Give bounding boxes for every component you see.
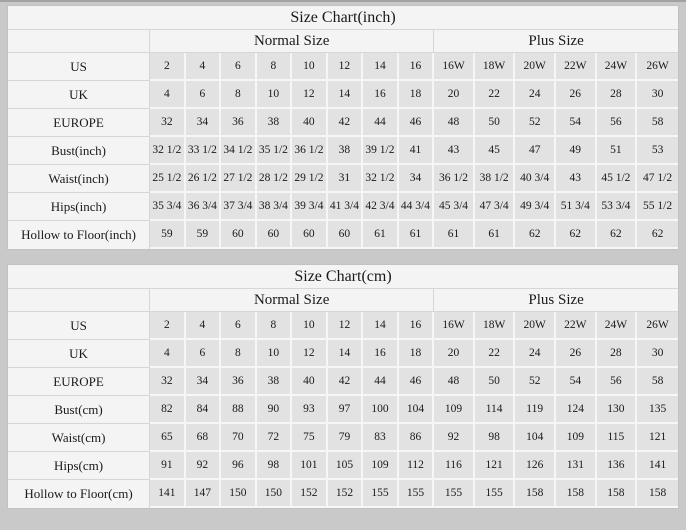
- row-label-cell: Hips(cm): [8, 452, 150, 480]
- size-chart-cm: [7, 264, 679, 509]
- value-cell: 141: [637, 452, 678, 480]
- value-cell: 115: [597, 424, 638, 452]
- value-cell: 86: [399, 424, 435, 452]
- value-cell: 44: [363, 368, 399, 396]
- value-cell: 24: [515, 340, 556, 368]
- value-cell: 24: [515, 81, 556, 109]
- value-cell: 121: [637, 424, 678, 452]
- size-chart-table-inch: [8, 6, 678, 249]
- value-cell: 90: [257, 396, 293, 424]
- value-cell: 37 3/4: [221, 193, 257, 221]
- value-cell: 48: [434, 368, 475, 396]
- value-cell: 35 3/4: [150, 193, 186, 221]
- value-cell: 97: [328, 396, 364, 424]
- value-cell: 131: [556, 452, 597, 480]
- row-label-cell: US: [8, 312, 150, 340]
- value-cell: 60: [292, 221, 328, 249]
- value-cell: 83: [363, 424, 399, 452]
- value-cell: 68: [186, 424, 222, 452]
- row-label-cell: Hips(inch): [8, 193, 150, 221]
- value-cell: 40 3/4: [515, 165, 556, 193]
- value-cell: 10: [257, 340, 293, 368]
- value-cell: 12: [328, 312, 364, 340]
- value-cell: 105: [328, 452, 364, 480]
- value-cell: 54: [556, 368, 597, 396]
- value-cell: 8: [257, 53, 293, 81]
- value-cell: 48: [434, 109, 475, 137]
- value-cell: 38 1/2: [475, 165, 516, 193]
- value-cell: 47: [515, 137, 556, 165]
- value-cell: 92: [186, 452, 222, 480]
- value-cell: 62: [597, 221, 638, 249]
- value-cell: 155: [363, 480, 399, 508]
- value-cell: 152: [328, 480, 364, 508]
- value-cell: 22: [475, 340, 516, 368]
- value-cell: 60: [221, 221, 257, 249]
- value-cell: 40: [292, 368, 328, 396]
- value-cell: 20: [434, 340, 475, 368]
- value-cell: 158: [515, 480, 556, 508]
- value-cell: 4: [150, 81, 186, 109]
- value-cell: 150: [221, 480, 257, 508]
- value-cell: 38: [257, 368, 293, 396]
- value-cell: 60: [257, 221, 293, 249]
- table-row: [8, 424, 678, 452]
- value-cell: 158: [637, 480, 678, 508]
- value-cell: 42: [328, 368, 364, 396]
- value-cell: 109: [556, 424, 597, 452]
- value-cell: 96: [221, 452, 257, 480]
- row-label-cell: Waist(cm): [8, 424, 150, 452]
- value-cell: 45 1/2: [597, 165, 638, 193]
- value-cell: 16: [399, 53, 435, 81]
- value-cell: 38: [257, 109, 293, 137]
- value-cell: 91: [150, 452, 186, 480]
- value-cell: 10: [257, 81, 293, 109]
- value-cell: 50: [475, 109, 516, 137]
- value-cell: 59: [186, 221, 222, 249]
- value-cell: 18W: [475, 312, 516, 340]
- value-cell: 53 3/4: [597, 193, 638, 221]
- value-cell: 152: [292, 480, 328, 508]
- value-cell: 54: [556, 109, 597, 137]
- value-cell: 27 1/2: [221, 165, 257, 193]
- value-cell: 42: [328, 109, 364, 137]
- value-cell: 119: [515, 396, 556, 424]
- value-cell: 44 3/4: [399, 193, 435, 221]
- value-cell: 32: [150, 368, 186, 396]
- row-label-cell: Hollow to Floor(cm): [8, 480, 150, 508]
- value-cell: 22W: [556, 53, 597, 81]
- row-label-cell: UK: [8, 81, 150, 109]
- value-cell: 32 1/2: [150, 137, 186, 165]
- value-cell: 70: [221, 424, 257, 452]
- value-cell: 124: [556, 396, 597, 424]
- row-label-cell: Bust(inch): [8, 137, 150, 165]
- size-charts-container: [0, 2, 686, 509]
- table-row: [8, 368, 678, 396]
- value-cell: 56: [597, 368, 638, 396]
- value-cell: 4: [186, 312, 222, 340]
- value-cell: 2: [150, 53, 186, 81]
- value-cell: 47 3/4: [475, 193, 516, 221]
- value-cell: 32: [150, 109, 186, 137]
- value-cell: 14: [328, 81, 364, 109]
- value-cell: 61: [475, 221, 516, 249]
- value-cell: 14: [363, 53, 399, 81]
- size-chart-table-cm: [8, 265, 678, 508]
- value-cell: 14: [328, 340, 364, 368]
- value-cell: 16W: [434, 53, 475, 81]
- value-cell: 121: [475, 452, 516, 480]
- value-cell: 50: [475, 368, 516, 396]
- value-cell: 16: [363, 340, 399, 368]
- value-cell: 75: [292, 424, 328, 452]
- value-cell: 56: [597, 109, 638, 137]
- value-cell: 18: [399, 340, 435, 368]
- value-cell: 158: [597, 480, 638, 508]
- value-cell: 34: [399, 165, 435, 193]
- value-cell: 98: [475, 424, 516, 452]
- value-cell: 36 1/2: [292, 137, 328, 165]
- value-cell: 46: [399, 109, 435, 137]
- column-group-header: Plus Size: [434, 289, 678, 312]
- value-cell: 34: [186, 368, 222, 396]
- row-label-cell: UK: [8, 340, 150, 368]
- value-cell: 155: [475, 480, 516, 508]
- row-label-cell: Bust(cm): [8, 396, 150, 424]
- value-cell: 28: [597, 340, 638, 368]
- value-cell: 34 1/2: [221, 137, 257, 165]
- group-header-row: [8, 289, 678, 312]
- value-cell: 65: [150, 424, 186, 452]
- value-cell: 24W: [597, 312, 638, 340]
- value-cell: 136: [597, 452, 638, 480]
- value-cell: 16W: [434, 312, 475, 340]
- value-cell: 26W: [637, 53, 678, 81]
- table-row: [8, 165, 678, 193]
- value-cell: 26 1/2: [186, 165, 222, 193]
- value-cell: 6: [186, 340, 222, 368]
- value-cell: 158: [556, 480, 597, 508]
- value-cell: 53: [637, 137, 678, 165]
- value-cell: 22: [475, 81, 516, 109]
- table-row: [8, 137, 678, 165]
- table-title: Size Chart(inch): [8, 6, 678, 30]
- table-row: [8, 193, 678, 221]
- value-cell: 126: [515, 452, 556, 480]
- value-cell: 101: [292, 452, 328, 480]
- value-cell: 82: [150, 396, 186, 424]
- value-cell: 36 1/2: [434, 165, 475, 193]
- value-cell: 44: [363, 109, 399, 137]
- value-cell: 147: [186, 480, 222, 508]
- value-cell: 150: [257, 480, 293, 508]
- value-cell: 8: [221, 81, 257, 109]
- value-cell: 32 1/2: [363, 165, 399, 193]
- row-label-cell: EUROPE: [8, 109, 150, 137]
- value-cell: 42 3/4: [363, 193, 399, 221]
- value-cell: 61: [363, 221, 399, 249]
- corner-cell: [8, 30, 150, 53]
- column-group-header: Normal Size: [150, 30, 434, 53]
- value-cell: 38 3/4: [257, 193, 293, 221]
- table-row: [8, 53, 678, 81]
- value-cell: 20: [434, 81, 475, 109]
- value-cell: 59: [150, 221, 186, 249]
- table-row: [8, 81, 678, 109]
- value-cell: 38: [328, 137, 364, 165]
- value-cell: 36 3/4: [186, 193, 222, 221]
- value-cell: 98: [257, 452, 293, 480]
- column-group-header: Plus Size: [434, 30, 678, 53]
- value-cell: 4: [150, 340, 186, 368]
- value-cell: 155: [434, 480, 475, 508]
- value-cell: 130: [597, 396, 638, 424]
- value-cell: 26: [556, 340, 597, 368]
- title-row: [8, 6, 678, 30]
- value-cell: 41 3/4: [328, 193, 364, 221]
- value-cell: 104: [515, 424, 556, 452]
- value-cell: 49 3/4: [515, 193, 556, 221]
- value-cell: 22W: [556, 312, 597, 340]
- value-cell: 26: [556, 81, 597, 109]
- value-cell: 47 1/2: [637, 165, 678, 193]
- value-cell: 52: [515, 109, 556, 137]
- value-cell: 88: [221, 396, 257, 424]
- value-cell: 14: [363, 312, 399, 340]
- value-cell: 31: [328, 165, 364, 193]
- value-cell: 6: [186, 81, 222, 109]
- value-cell: 8: [221, 340, 257, 368]
- group-header-row: [8, 30, 678, 53]
- value-cell: 62: [637, 221, 678, 249]
- value-cell: 100: [363, 396, 399, 424]
- value-cell: 35 1/2: [257, 137, 293, 165]
- table-row: [8, 312, 678, 340]
- title-row: [8, 265, 678, 289]
- value-cell: 16: [363, 81, 399, 109]
- value-cell: 30: [637, 81, 678, 109]
- value-cell: 60: [328, 221, 364, 249]
- value-cell: 46: [399, 368, 435, 396]
- value-cell: 109: [434, 396, 475, 424]
- value-cell: 62: [556, 221, 597, 249]
- value-cell: 12: [328, 53, 364, 81]
- value-cell: 36: [221, 109, 257, 137]
- value-cell: 155: [399, 480, 435, 508]
- value-cell: 55 1/2: [637, 193, 678, 221]
- value-cell: 29 1/2: [292, 165, 328, 193]
- table-row: [8, 340, 678, 368]
- value-cell: 61: [399, 221, 435, 249]
- value-cell: 8: [257, 312, 293, 340]
- value-cell: 2: [150, 312, 186, 340]
- value-cell: 72: [257, 424, 293, 452]
- table-row: [8, 480, 678, 508]
- value-cell: 92: [434, 424, 475, 452]
- value-cell: 93: [292, 396, 328, 424]
- value-cell: 36: [221, 368, 257, 396]
- corner-cell: [8, 289, 150, 312]
- value-cell: 49: [556, 137, 597, 165]
- table-row: [8, 109, 678, 137]
- value-cell: 33 1/2: [186, 137, 222, 165]
- value-cell: 12: [292, 340, 328, 368]
- value-cell: 26W: [637, 312, 678, 340]
- row-label-cell: EUROPE: [8, 368, 150, 396]
- value-cell: 28: [597, 81, 638, 109]
- value-cell: 43: [434, 137, 475, 165]
- value-cell: 109: [363, 452, 399, 480]
- value-cell: 40: [292, 109, 328, 137]
- value-cell: 18W: [475, 53, 516, 81]
- value-cell: 24W: [597, 53, 638, 81]
- value-cell: 41: [399, 137, 435, 165]
- value-cell: 39 1/2: [363, 137, 399, 165]
- value-cell: 10: [292, 312, 328, 340]
- value-cell: 84: [186, 396, 222, 424]
- value-cell: 52: [515, 368, 556, 396]
- value-cell: 114: [475, 396, 516, 424]
- value-cell: 45: [475, 137, 516, 165]
- value-cell: 20W: [515, 53, 556, 81]
- value-cell: 51: [597, 137, 638, 165]
- value-cell: 39 3/4: [292, 193, 328, 221]
- row-label-cell: Waist(inch): [8, 165, 150, 193]
- value-cell: 16: [399, 312, 435, 340]
- value-cell: 45 3/4: [434, 193, 475, 221]
- value-cell: 34: [186, 109, 222, 137]
- size-chart-inch: [7, 5, 679, 250]
- value-cell: 51 3/4: [556, 193, 597, 221]
- value-cell: 6: [221, 53, 257, 81]
- value-cell: 43: [556, 165, 597, 193]
- table-row: [8, 221, 678, 249]
- value-cell: 20W: [515, 312, 556, 340]
- value-cell: 62: [515, 221, 556, 249]
- value-cell: 112: [399, 452, 435, 480]
- value-cell: 135: [637, 396, 678, 424]
- value-cell: 4: [186, 53, 222, 81]
- value-cell: 58: [637, 368, 678, 396]
- row-label-cell: US: [8, 53, 150, 81]
- value-cell: 30: [637, 340, 678, 368]
- table-title: Size Chart(cm): [8, 265, 678, 289]
- value-cell: 104: [399, 396, 435, 424]
- value-cell: 12: [292, 81, 328, 109]
- value-cell: 61: [434, 221, 475, 249]
- column-group-header: Normal Size: [150, 289, 434, 312]
- value-cell: 10: [292, 53, 328, 81]
- value-cell: 18: [399, 81, 435, 109]
- value-cell: 25 1/2: [150, 165, 186, 193]
- value-cell: 28 1/2: [257, 165, 293, 193]
- value-cell: 116: [434, 452, 475, 480]
- row-label-cell: Hollow to Floor(inch): [8, 221, 150, 249]
- value-cell: 58: [637, 109, 678, 137]
- table-row: [8, 396, 678, 424]
- table-row: [8, 452, 678, 480]
- value-cell: 6: [221, 312, 257, 340]
- value-cell: 141: [150, 480, 186, 508]
- value-cell: 79: [328, 424, 364, 452]
